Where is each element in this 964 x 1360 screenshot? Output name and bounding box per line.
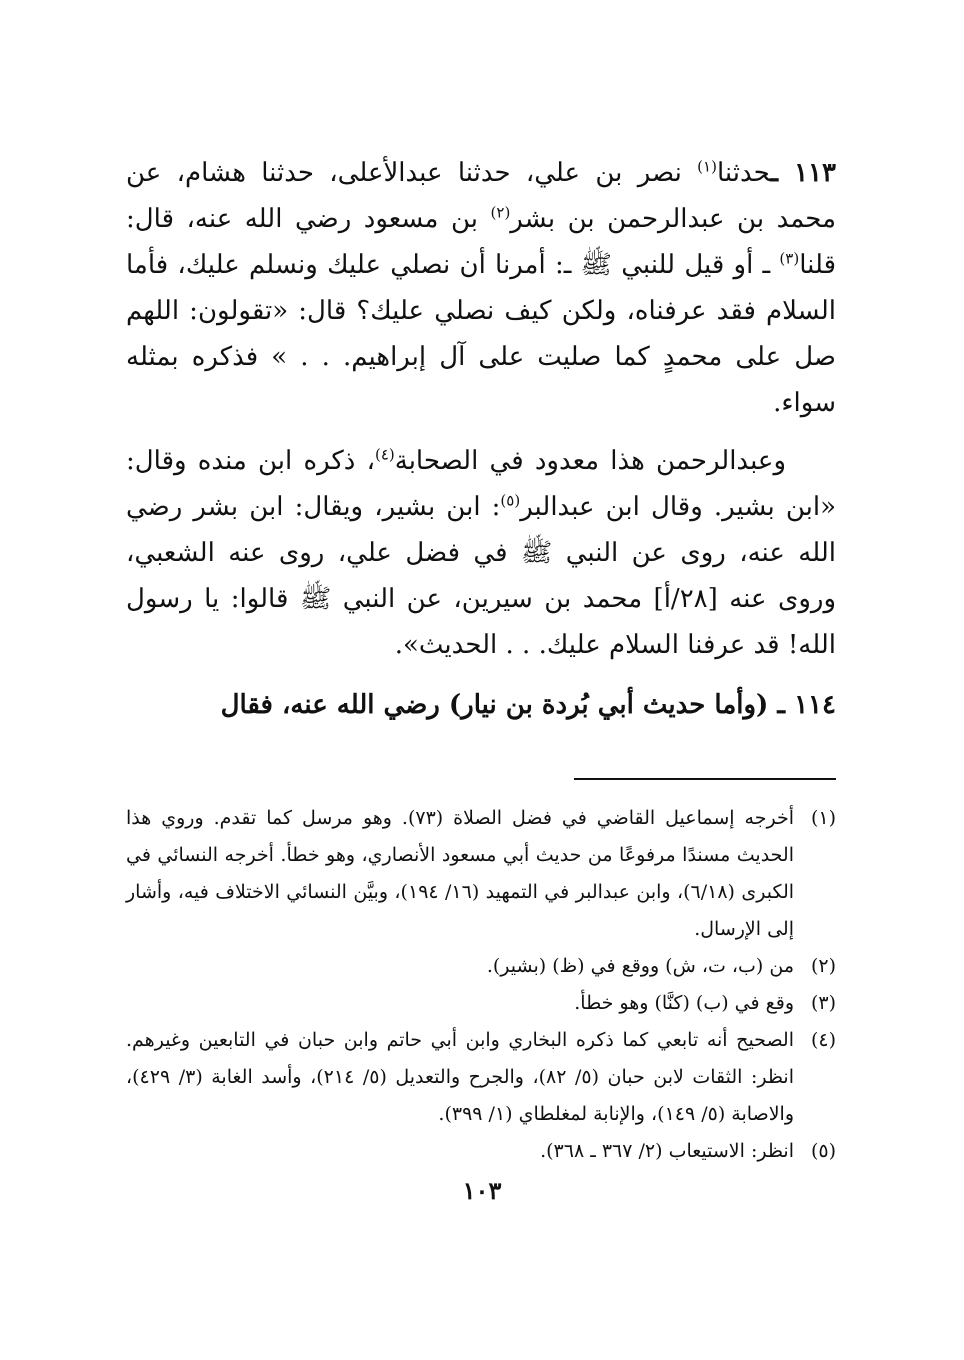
text-segment: بن مسعود رضي الله عنه، قال: قلنا xyxy=(126,204,836,280)
footnote-number: (٢) xyxy=(810,955,836,977)
footnote-text: انظر: الاستيعاب (٢/ ٣٦٧ ـ ٣٦٨). xyxy=(540,1140,794,1162)
footnote-item xyxy=(126,985,836,1022)
footnote-text: الصحيح أنه تابعي كما ذكره البخاري وابن أبي حاتم وابن حبان في التابعين وغيرهم. انظر: الثقات لابن حبان (٥/ ٨٢)، والجرح والتعديل (٥/ ٢١٤)، وأسد الغابة (٣/ ٤٢٩)، والاصابة (٥/ ١٤٩)، والإنابة لمغلطاي (١/ ٣٩٩). xyxy=(126,1029,794,1125)
footnote-number: (٥) xyxy=(810,1140,836,1162)
footnote-text: أخرجه إسماعيل القاضي في فضل الصلاة (٧٣). وهو مرسل كما تقدم. وروي هذا الحديث مسندًا مرفوعًا من حديث أبي مسعود الأنصاري، وهو خطأ. أخرجه النسائي في الكبرى (٦/١٨)، وابن عبدالبر في التمهيد (١٦/ ١٩٤)، وبيَّن النسائي الاختلاف فيه، وأشار إلى الإرسال. xyxy=(126,807,795,940)
page-number: ١٠٣ xyxy=(462,1176,502,1205)
text-segment: وعبدالرحمن هذا معدود في الصحابة xyxy=(394,446,786,476)
footnote-item xyxy=(126,948,836,985)
footnote-ref-2: (٢) xyxy=(490,203,511,222)
footnote-number: (١) xyxy=(810,807,836,829)
footnote-text: من (ب، ت، ش) ووقع في (ظ) (بشير). xyxy=(486,955,794,977)
text-segment: : ابن بشير، ويقال: ابن بشر رضي الله عنه، روى عن النبي ﷺ في فضل علي، روى عنه الشعبي، وروى عنه [٢٨/أ] محمد بن سيرين، عن النبي ﷺ قالوا: يا رسول الله! قد عرفنا السلام عليك. . . الحديث». xyxy=(126,492,836,660)
hadith-number: ١١٤ ـ xyxy=(777,690,836,720)
main-text xyxy=(126,150,836,728)
footnote-text: وقع في (ب) (كنَّا) وهو خطأ. xyxy=(574,992,794,1014)
hadith-number: ١١٣ ـ xyxy=(770,158,836,188)
footnote-ref-3: (٣) xyxy=(779,249,800,268)
footnote-separator xyxy=(574,778,836,780)
footnote-number: (٤) xyxy=(810,1029,836,1051)
footnote-number: (٣) xyxy=(810,992,836,1014)
text-segment: نصر بن علي، حدثنا عبدالأعلى، حدثنا هشام، عن محمد بن عبدالرحمن بن بشر xyxy=(126,158,836,234)
footnote-ref-4: (٤) xyxy=(374,445,395,464)
footnote-item xyxy=(126,1133,836,1170)
footnote-ref-1: (١) xyxy=(697,157,717,176)
paragraph-113 xyxy=(126,150,836,426)
footnote-item xyxy=(126,800,836,948)
text-segment: ـ أو قيل للنبي ﷺ ـ: أمرنا أن نصلي عليك ونسلم عليك، فأما السلام فقد عرفناه، ولكن كيف نصلي عليك؟ قال: «تقولون: اللهم صل على محمدٍ كما صليت على آل إبراهيم. . . » فذكره بمثله سواء. xyxy=(126,250,836,418)
text-segment: ، ذكره ابن منده وقال: «ابن بشير. وقال ابن عبدالبر xyxy=(126,446,837,522)
footnotes xyxy=(126,800,836,1170)
footnote-item xyxy=(126,1022,836,1133)
footnote-ref-5: (٥) xyxy=(500,491,521,510)
text-segment: حدثنا xyxy=(716,158,771,188)
paragraph-114 xyxy=(126,682,836,728)
paragraph-commentary xyxy=(126,438,836,668)
text-segment: (وأما حديث أبي بُردة بن نيار) رضي الله عنه، فقال xyxy=(220,690,769,720)
